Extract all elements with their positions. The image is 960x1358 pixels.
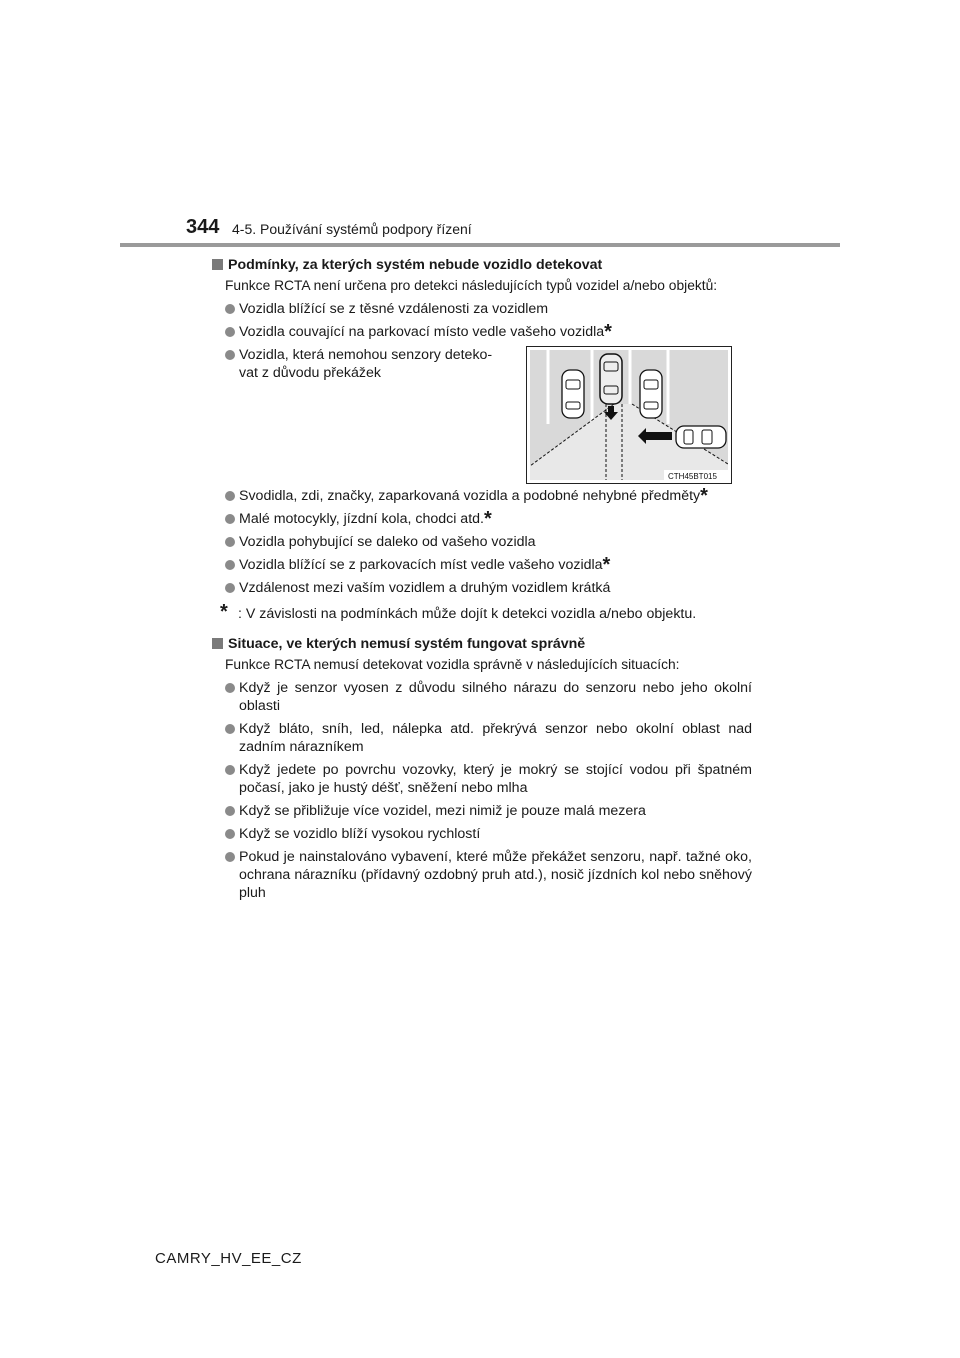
list-item: [212, 679, 752, 715]
square-bullet-icon: [212, 259, 223, 270]
list-item: [212, 579, 752, 597]
document-code: CAMRY_HV_EE_CZ: [155, 1250, 302, 1267]
list-item-text: Když jedete po povrchu vozovky, který je mokrý se stojící vodou při špatném počasí, jako je hustý déšť, sněžení nebo mlha: [239, 762, 752, 796]
list-item: [212, 533, 752, 551]
list-item-text: Když se vozidlo blíží vysokou rychlostí: [239, 826, 481, 842]
bullet-dot-icon: [225, 683, 235, 693]
list-item: [212, 825, 752, 843]
main-content: [212, 254, 752, 902]
list-item: [212, 487, 752, 505]
bullet-dot-icon: [225, 765, 235, 775]
list-item-text: Když se přibližuje více vozidel, mezi nimiž je pouze malá mezera: [239, 803, 646, 819]
list-item: [212, 300, 752, 318]
intro-text: Funkce RCTA nemusí detekovat vozidla správně v následujících situacích:: [225, 657, 680, 672]
bullet-dot-icon: [225, 724, 235, 734]
section-heading-conditions: [212, 256, 752, 274]
list-item-text: Malé motocykly, jízdní kola, chodci atd.: [239, 511, 484, 527]
asterisk-mark: *: [700, 485, 708, 507]
page-number: 344: [186, 216, 220, 238]
asterisk-mark: *: [604, 321, 612, 343]
approaching-car: [676, 426, 726, 448]
list-item-text: Vozidla blížící se z parkovacích míst vedle vašeho vozidla: [239, 557, 603, 573]
asterisk-mark: *: [602, 554, 611, 576]
list-item-text: Pokud je nainstalováno vybavení, které může překážet senzoru, např. tažné oko, ochrana nárazníku (přídavný ozdobný pruh atd.), nosič jízdních kol nebo sněhový pluh: [239, 849, 752, 901]
bullet-dot-icon: [225, 514, 235, 524]
bullet-dot-icon: [225, 829, 235, 839]
header-divider: [120, 243, 840, 247]
heading-text: Podmínky, za kterých systém nebude vozidlo detekovat: [228, 257, 603, 273]
bullet-dot-icon: [225, 852, 235, 862]
list-item: [212, 556, 752, 574]
list-item-text: Svodidla, zdi, značky, zaparkovaná vozidla a podobné nehybné předměty: [239, 488, 701, 504]
asterisk-mark: *: [483, 508, 492, 530]
bullet-dot-icon: [225, 327, 235, 337]
list-item: [212, 720, 752, 756]
bullet-with-figure: [212, 346, 752, 482]
list-item-text: Když je senzor vyosen z důvodu silného nárazu do senzoru nebo jeho okolní oblasti: [239, 680, 752, 714]
bullet-dot-icon: [225, 560, 235, 570]
heading-text: Situace, ve kterých nemusí systém fungovat správně: [228, 636, 586, 652]
list-item: [212, 510, 752, 528]
bullet-dot-icon: [225, 583, 235, 593]
list-item-text: Vozidla blížící se z těsné vzdálenosti za vozidlem: [239, 301, 549, 317]
list-item-text: Vzdálenost mezi vaším vozidlem a druhým vozidlem krátká: [239, 580, 611, 596]
bullet-dot-icon: [225, 537, 235, 547]
list-item: [212, 346, 509, 382]
list-item-text: Vozidla, která nemohou senzory deteko-vat z důvodu překážek: [239, 347, 493, 381]
bullet-dot-icon: [225, 304, 235, 314]
parked-car-right: [640, 370, 662, 418]
parked-car-left: [562, 370, 584, 418]
asterisk-mark: *: [220, 601, 228, 623]
bullet-dot-icon: [225, 491, 235, 501]
list-item: [212, 848, 752, 902]
list-item: [212, 323, 752, 341]
intro-text: Funkce RCTA není určena pro detekci následujících typů vozidel a/nebo objektů:: [225, 278, 718, 293]
bullet-dot-icon: [225, 806, 235, 816]
parking-lot-figure: [526, 346, 732, 484]
list-item-text: Vozidla pohybující se daleko od vašeho vozidla: [239, 534, 536, 550]
list-item: [212, 761, 752, 797]
list-item: [212, 802, 752, 820]
section-title: 4-5. Používání systémů podpory řízení: [232, 221, 472, 237]
bullet-dot-icon: [225, 350, 235, 360]
footnote-text: : V závislosti na podmínkách může dojít k detekci vozidla a/nebo objektu.: [238, 606, 697, 622]
figure-code: CTH45BT015: [668, 472, 717, 481]
list-item-text: Vozidla couvající na parkovací místo vedle vašeho vozidla: [239, 324, 605, 340]
square-bullet-icon: [212, 638, 223, 649]
own-car: [600, 354, 622, 404]
footnote: [216, 601, 752, 623]
list-item-text: Když bláto, sníh, led, nálepka atd. překrývá senzor nebo okolní oblast nad zadním nárazníkem: [239, 721, 752, 755]
section-heading-situations: [212, 635, 752, 653]
